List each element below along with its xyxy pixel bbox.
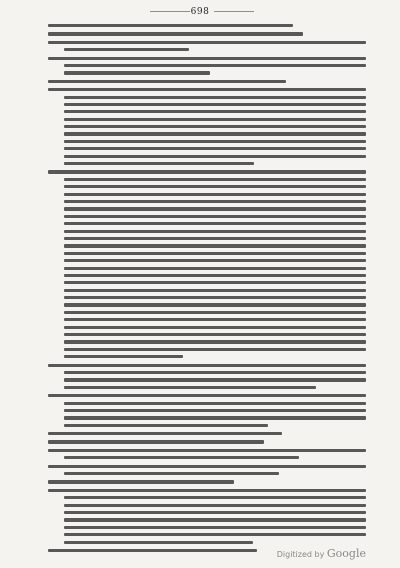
text-line-ink	[64, 96, 366, 99]
paragraph	[48, 438, 366, 445]
text-line-ink	[64, 155, 366, 158]
paragraph	[48, 22, 366, 29]
text-line	[48, 384, 366, 391]
text-line-ink	[64, 267, 366, 270]
text-line	[48, 353, 366, 360]
text-line-ink	[64, 504, 366, 507]
text-line-ink	[48, 80, 286, 83]
text-line	[48, 153, 366, 160]
text-line-ink	[48, 449, 366, 452]
text-line-ink	[64, 140, 366, 143]
text-line	[48, 487, 366, 494]
text-line-ink	[64, 71, 210, 74]
text-line	[48, 242, 366, 249]
text-line	[48, 250, 366, 257]
text-line	[48, 198, 366, 205]
text-line-ink	[64, 526, 366, 529]
text-line-ink	[64, 378, 366, 381]
text-line-ink	[64, 340, 366, 343]
text-line-ink	[48, 170, 366, 173]
text-line-ink	[64, 244, 366, 247]
text-line-ink	[64, 303, 366, 306]
text-line	[48, 130, 366, 137]
text-line-ink	[48, 480, 234, 483]
text-line	[48, 400, 366, 407]
text-line-ink	[48, 489, 366, 492]
text-line-ink	[64, 333, 366, 336]
text-line-ink	[64, 215, 366, 218]
text-line	[48, 301, 366, 308]
text-line-ink	[64, 472, 279, 475]
text-line	[48, 502, 366, 509]
text-line	[48, 46, 366, 53]
text-line-ink	[64, 274, 366, 277]
text-line	[48, 108, 366, 115]
text-line-ink	[64, 409, 366, 412]
text-line-ink	[48, 57, 366, 60]
text-line	[48, 369, 366, 376]
text-line	[48, 176, 366, 183]
text-line	[48, 191, 366, 198]
text-line	[48, 116, 366, 123]
paragraph	[48, 392, 366, 429]
text-line-ink	[64, 289, 366, 292]
paragraph	[48, 78, 366, 85]
text-line-ink	[64, 402, 366, 405]
text-line	[48, 94, 366, 101]
text-line	[48, 30, 366, 37]
text-line	[48, 316, 366, 323]
text-line-ink	[64, 103, 366, 106]
text-line-ink	[48, 432, 282, 435]
text-line-ink	[64, 237, 366, 240]
page-header	[0, 6, 400, 18]
text-line	[48, 338, 366, 345]
text-line	[48, 376, 366, 383]
text-line-ink	[64, 207, 366, 210]
text-line-ink	[64, 48, 189, 51]
text-line	[48, 205, 366, 212]
text-line	[48, 524, 366, 531]
text-line-ink	[48, 41, 366, 44]
text-line	[48, 145, 366, 152]
paragraph	[48, 55, 366, 77]
text-line-ink	[64, 200, 366, 203]
text-line-ink	[64, 386, 316, 389]
text-line	[48, 324, 366, 331]
text-line-ink	[48, 32, 303, 35]
text-line-ink	[64, 456, 299, 459]
paragraph	[48, 30, 366, 37]
text-line	[48, 454, 366, 461]
text-line-ink	[64, 125, 366, 128]
text-line	[48, 430, 366, 437]
text-line-ink	[64, 424, 268, 427]
text-line	[48, 213, 366, 220]
text-line-ink	[64, 416, 366, 419]
text-line-ink	[64, 496, 366, 499]
text-line-ink	[64, 541, 253, 544]
text-line	[48, 78, 366, 85]
text-line-ink	[48, 394, 366, 397]
text-line-ink	[64, 511, 366, 514]
text-line-ink	[64, 118, 366, 121]
text-line	[48, 392, 366, 399]
text-line	[48, 362, 366, 369]
text-line	[48, 265, 366, 272]
text-line-ink	[48, 440, 264, 443]
digitizer-logo-text: Google	[326, 547, 366, 560]
text-line-ink	[48, 465, 366, 468]
text-line	[48, 22, 366, 29]
paragraph	[48, 86, 366, 167]
text-line-ink	[64, 533, 366, 536]
text-line	[48, 294, 366, 301]
paragraph	[48, 430, 366, 437]
text-line	[48, 235, 366, 242]
text-line	[48, 123, 366, 130]
text-line	[48, 272, 366, 279]
text-line-ink	[64, 178, 366, 181]
text-line-ink	[64, 162, 254, 165]
text-line	[48, 463, 366, 470]
text-line	[48, 494, 366, 501]
text-line	[48, 447, 366, 454]
paragraph	[48, 39, 366, 54]
page-number: 698	[190, 7, 210, 17]
text-line	[48, 257, 366, 264]
text-line	[48, 55, 366, 62]
text-line	[48, 138, 366, 145]
digitized-by-mark	[277, 549, 366, 560]
digitized-prefix: Digitized by	[276, 550, 325, 559]
text-line-ink	[48, 24, 293, 27]
text-line	[48, 331, 366, 338]
text-line-ink	[64, 518, 366, 521]
text-line	[48, 86, 366, 93]
text-line-ink	[48, 549, 257, 552]
text-line-ink	[48, 88, 366, 91]
text-line-ink	[64, 348, 366, 351]
text-line	[48, 62, 366, 69]
text-line-ink	[64, 311, 366, 314]
text-line-ink	[64, 132, 366, 135]
text-line	[48, 39, 366, 46]
text-line-ink	[64, 259, 366, 262]
document-body	[48, 22, 366, 555]
text-line-ink	[64, 193, 366, 196]
text-line	[48, 531, 366, 538]
text-line-ink	[48, 364, 366, 367]
paragraph	[48, 478, 366, 485]
text-line	[48, 509, 366, 516]
paragraph	[48, 447, 366, 462]
text-line	[48, 309, 366, 316]
text-line-ink	[64, 296, 366, 299]
text-line	[48, 287, 366, 294]
header-rule-right	[214, 11, 254, 12]
text-line-ink	[64, 281, 366, 284]
text-line	[48, 539, 366, 546]
text-line	[48, 470, 366, 477]
text-line	[48, 160, 366, 167]
text-line-ink	[64, 371, 366, 374]
text-line	[48, 478, 366, 485]
paragraph	[48, 362, 366, 392]
text-line	[48, 101, 366, 108]
text-line	[48, 168, 366, 175]
text-line	[48, 414, 366, 421]
text-line	[48, 516, 366, 523]
text-line	[48, 220, 366, 227]
text-line-ink	[64, 222, 366, 225]
text-line	[48, 346, 366, 353]
text-line	[48, 69, 366, 76]
text-line-ink	[64, 185, 366, 188]
text-line-ink	[64, 64, 366, 67]
text-line-ink	[64, 355, 183, 358]
text-line	[48, 183, 366, 190]
text-line	[48, 407, 366, 414]
text-line	[48, 422, 366, 429]
text-line-ink	[64, 230, 366, 233]
text-line	[48, 279, 366, 286]
text-line-ink	[64, 326, 366, 329]
paragraph	[48, 168, 366, 360]
text-line	[48, 438, 366, 445]
text-line	[48, 228, 366, 235]
text-line-ink	[64, 318, 366, 321]
text-line-ink	[64, 110, 366, 113]
text-line-ink	[64, 252, 366, 255]
text-line-ink	[64, 147, 366, 150]
paragraph	[48, 463, 366, 478]
paragraph	[48, 487, 366, 546]
